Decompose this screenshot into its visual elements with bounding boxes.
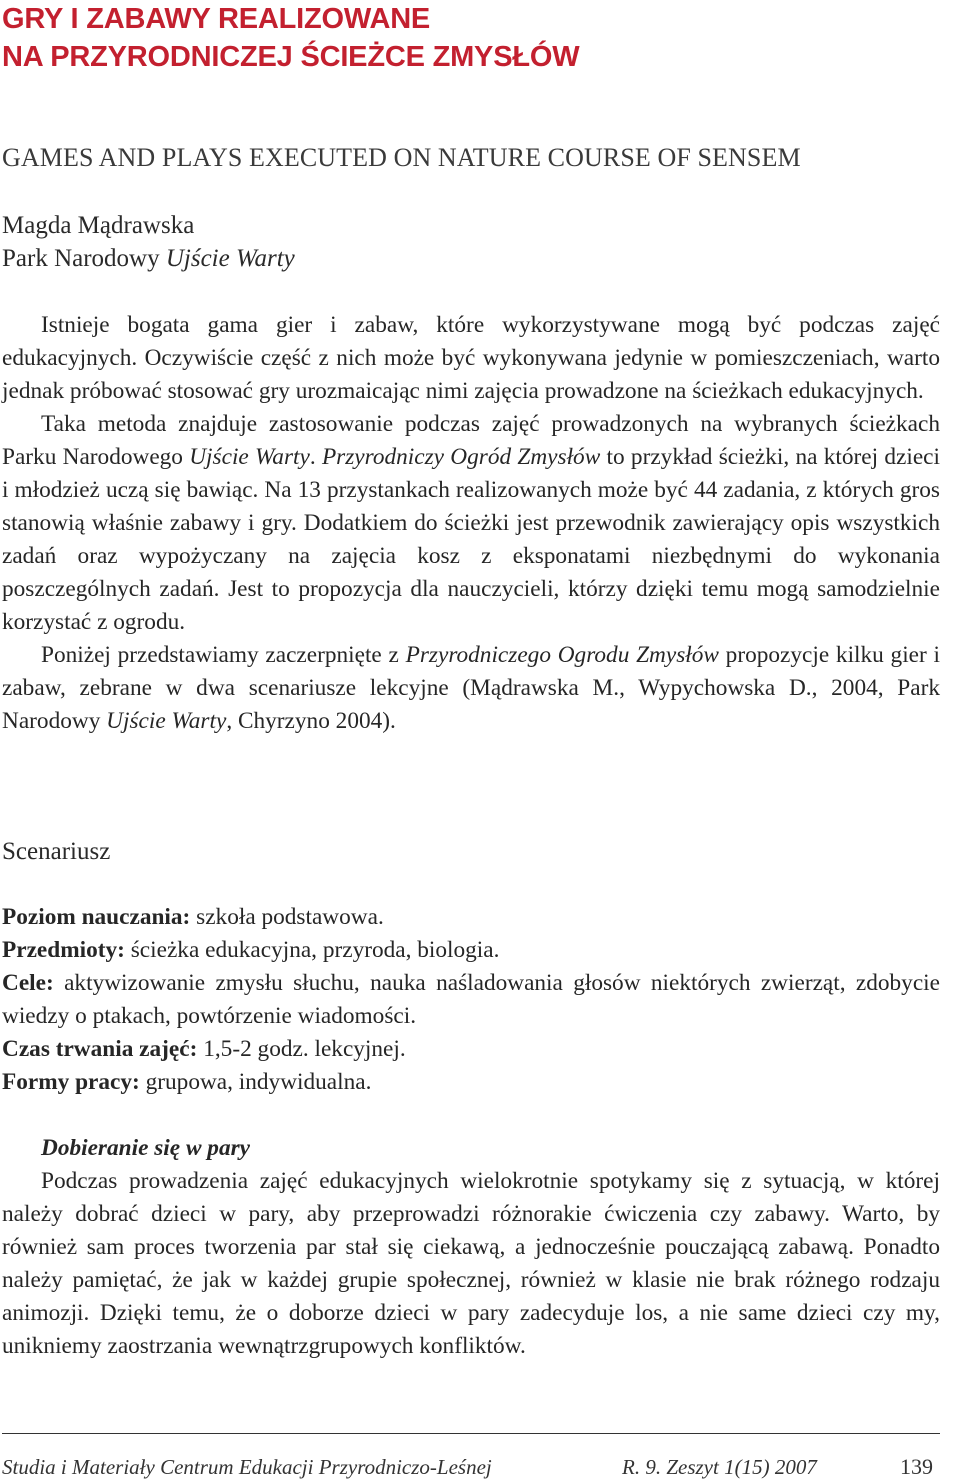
title-line-1: GRY I ZABAWY REALIZOWANE	[2, 3, 431, 35]
p2-italic-2: Przyrodniczy Ogród Zmysłów	[321, 444, 601, 470]
p3-italic-2: Ujście Warty	[106, 708, 227, 734]
p3-italic-1: Przyrodniczego Ogrodu Zmysłów	[405, 642, 719, 668]
meta-forms-label: Formy pracy:	[2, 1069, 140, 1095]
pairing-section	[2, 1132, 940, 1363]
affiliation-text: Park Narodowy	[2, 245, 166, 272]
section-heading: Dobieranie się w pary	[41, 1135, 251, 1161]
meta-time-label: Czas trwania zajęć:	[2, 1036, 198, 1062]
meta-goals-label: Cele:	[2, 970, 54, 996]
p2-text-a: Taka metoda znajduje zastosowanie podczas zajęć prowadzonych na wybranych ścieżkach Parku Narodowego	[2, 411, 940, 470]
author-affiliation	[2, 242, 295, 275]
title-line-2: NA PRZYRODNICZEJ ŚCIEŻCE ZMYSŁÓW	[2, 41, 580, 73]
author-name: Magda Mądrawska	[2, 212, 195, 239]
meta-subjects	[2, 934, 940, 967]
meta-subjects-label: Przedmioty:	[2, 937, 125, 963]
scenario-heading: Scenariusz	[2, 838, 111, 865]
meta-time-value: 1,5-2 godz. lekcyjnej.	[197, 1036, 406, 1062]
p3-text-b: propozycje kilku gier i zabaw, zebrane w dwa scenariusze lekcyjne (Mądrawska M., Wypychowska D., 2004, Park Narodowy	[2, 642, 940, 734]
footer-journal: Studia i Materiały Centrum Edukacji Przyrodniczo-Leśnej	[2, 1455, 492, 1479]
meta-forms	[2, 1066, 940, 1099]
p2-text-c: to przykład ścieżki, na której dzieci i młodzież uczą się bawiąc. Na 13 przystankach realizowanych może być 44 zadania, z których gros stanowią właśnie zabawy i gry. Dodatkiem do ścieżki jest przewodnik zawierający opis wszystkich zadań oraz wypożyczany na zajęcia kosz z eksponatami niezbędnymi do wykonania poszczególnych zadań. Jest to propozycja dla nauczycieli, którzy dzięki temu mogą samodzielnie korzystać z ogrodu.	[2, 444, 940, 635]
p3-text-a: Poniżej przedstawiamy zaczerpnięte z	[41, 642, 406, 668]
meta-forms-value: grupowa, indywidualna.	[139, 1069, 372, 1095]
author-block	[2, 209, 295, 275]
meta-time	[2, 1033, 940, 1066]
meta-level	[2, 901, 940, 934]
meta-goals	[2, 967, 940, 1033]
footer-issue: R. 9. Zeszyt 1(15) 2007	[622, 1455, 817, 1479]
scenario-meta	[2, 901, 940, 1099]
meta-level-label: Poziom nauczania:	[2, 904, 191, 930]
section-body: Podczas prowadzenia zajęć edukacyjnych wielokrotnie spotykamy się z sytuacją, w której należy dobrać dzieci w pary, aby przeprowadzi różnorakie ćwiczenia czy zabawy. Warto, by również sam proces tworzenia par stał się ciekawą, a jednocześnie pouczającą zabawą. Ponadto należy pamiętać, że jak w każdej grupie społecznej, również w klasie nie brak różnego rodzaju animozji. Dzięki temu, że o doborze dzieci w pary zadecyduje los, a nie same dzieci czy my, unikniemy zaostrzania wewnątrzgrupowych konfliktów.	[2, 1168, 940, 1359]
intro-paragraph-3	[2, 639, 940, 738]
article-title	[2, 0, 940, 76]
affiliation-italic: Ujście Warty	[165, 245, 295, 272]
english-title: GAMES AND PLAYS EXECUTED ON NATURE COURSE OF SENSEM	[2, 143, 801, 172]
intro-paragraph-2	[2, 408, 940, 639]
p2-text-b: .	[309, 444, 322, 470]
p2-italic-1: Ujście Warty	[189, 444, 310, 470]
intro-text	[2, 309, 940, 738]
p3-text-c: , Chyrzyno 2004).	[226, 708, 396, 734]
meta-subjects-value: ścieżka edukacyjna, przyroda, biologia.	[124, 937, 500, 963]
meta-goals-value: aktywizowanie zmysłu słuchu, nauka naśladowania głosów niektórych zwierząt, zdobycie wiedzy o ptakach, powtórzenie wiadomości.	[2, 970, 940, 1029]
meta-level-value: szkoła podstawowa.	[190, 904, 384, 930]
footer-divider	[2, 1433, 940, 1434]
page-number: 139	[900, 1454, 933, 1479]
intro-paragraph-1: Istnieje bogata gama gier i zabaw, które wykorzystywane mogą być podczas zajęć edukacyjnych. Oczywiście część z nich może być wykonywana jedynie w pomieszczeniach, warto jednak próbować stosować gry urozmaicając nimi zajęcia prowadzone na ścieżkach edukacyjnych.	[2, 312, 940, 404]
